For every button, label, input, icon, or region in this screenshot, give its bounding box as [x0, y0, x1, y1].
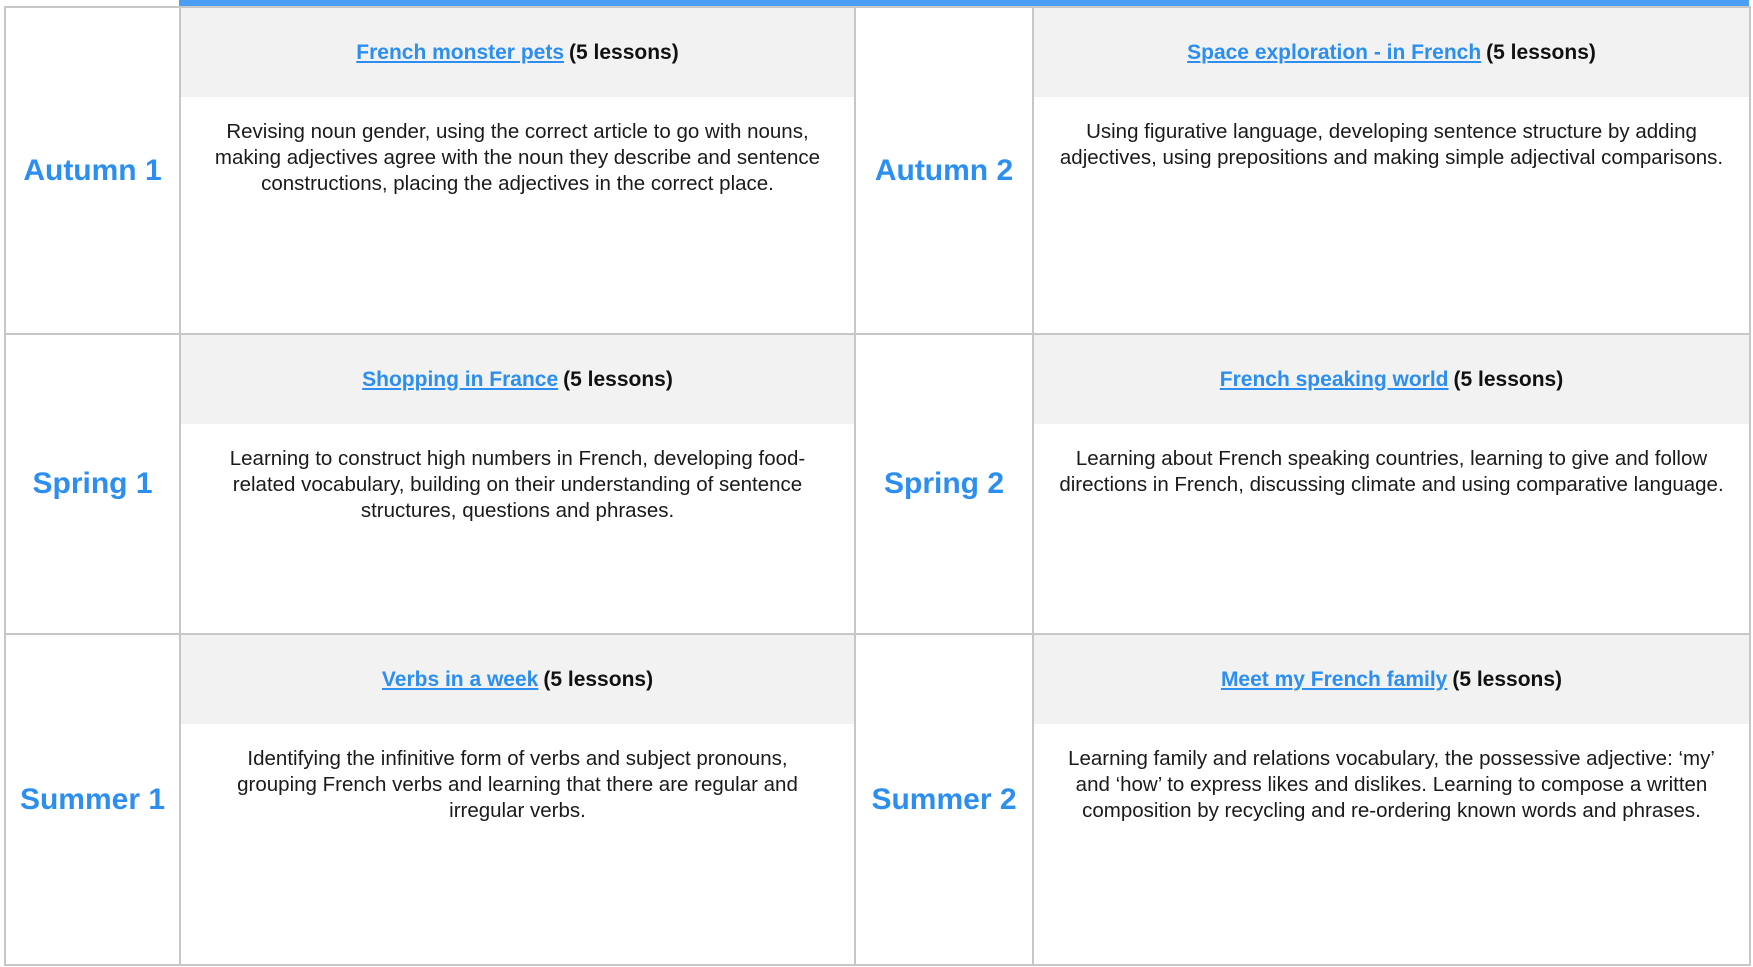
unit-description: Learning to construct high numbers in French, developing food-related vocabulary, building on their understanding of sentence structures, questions and phrases.: [229, 447, 806, 522]
unit-header: [181, 335, 854, 424]
lesson-count: (5 lessons): [1453, 367, 1564, 391]
lesson-count: (5 lessons): [569, 40, 679, 64]
unit-title-link[interactable]: Space exploration - in French: [1187, 40, 1482, 64]
unit-title-link[interactable]: Verbs in a week: [381, 667, 539, 691]
lesson-count: (5 lessons): [1486, 40, 1596, 64]
unit-cell: [1033, 334, 1750, 634]
unit-description: Learning about French speaking countries, learning to give and follow directions in French, discussing climate and using comparative language.: [1059, 447, 1724, 496]
curriculum-table: [4, 6, 1751, 966]
unit-title-link[interactable]: French speaking world: [1219, 367, 1449, 391]
term-label: Summer 2: [855, 634, 1033, 965]
table-row: [5, 634, 1750, 965]
unit-description: Using figurative language, developing sentence structure by adding adjectives, using prepositions and making simple adjectival comparisons.: [1059, 120, 1724, 169]
term-label: Autumn 1: [5, 7, 180, 334]
unit-cell: [1033, 634, 1750, 965]
unit-cell: [180, 634, 855, 965]
unit-header: [1034, 335, 1749, 424]
lesson-count: (5 lessons): [1452, 667, 1563, 691]
unit-description: Identifying the infinitive form of verbs and subject pronouns, grouping French verbs and learning that there are regular and irregular verbs.: [237, 747, 798, 822]
table-row: [5, 7, 1750, 334]
unit-header: [181, 635, 854, 724]
unit-description: Learning family and relations vocabulary, the possessive adjective: ‘my’ and ‘how’ to express likes and dislikes. Learning to compose a written composition by recycling and re-ordering known words and phrases.: [1068, 747, 1715, 822]
unit-cell: [1033, 7, 1750, 334]
unit-description: Revising noun gender, using the correct article to go with nouns, making adjectives agree with the noun they describe and sentence constructions, placing the adjectives in the correct place.: [214, 120, 821, 195]
unit-title-link[interactable]: Meet my French family: [1220, 667, 1448, 691]
unit-header: [1034, 635, 1749, 724]
unit-header: [1034, 8, 1749, 97]
unit-header: [181, 8, 854, 97]
term-label: Autumn 2: [855, 7, 1033, 334]
unit-title-link[interactable]: Shopping in France: [362, 367, 559, 391]
unit-cell: [180, 334, 855, 634]
term-label: Spring 1: [5, 334, 180, 634]
unit-cell: [180, 7, 855, 334]
lesson-count: (5 lessons): [563, 367, 673, 391]
table-row: [5, 334, 1750, 634]
term-label: Spring 2: [855, 334, 1033, 634]
unit-title-link[interactable]: French monster pets: [356, 40, 564, 64]
term-label: Summer 1: [5, 634, 180, 965]
lesson-count: (5 lessons): [543, 667, 654, 691]
